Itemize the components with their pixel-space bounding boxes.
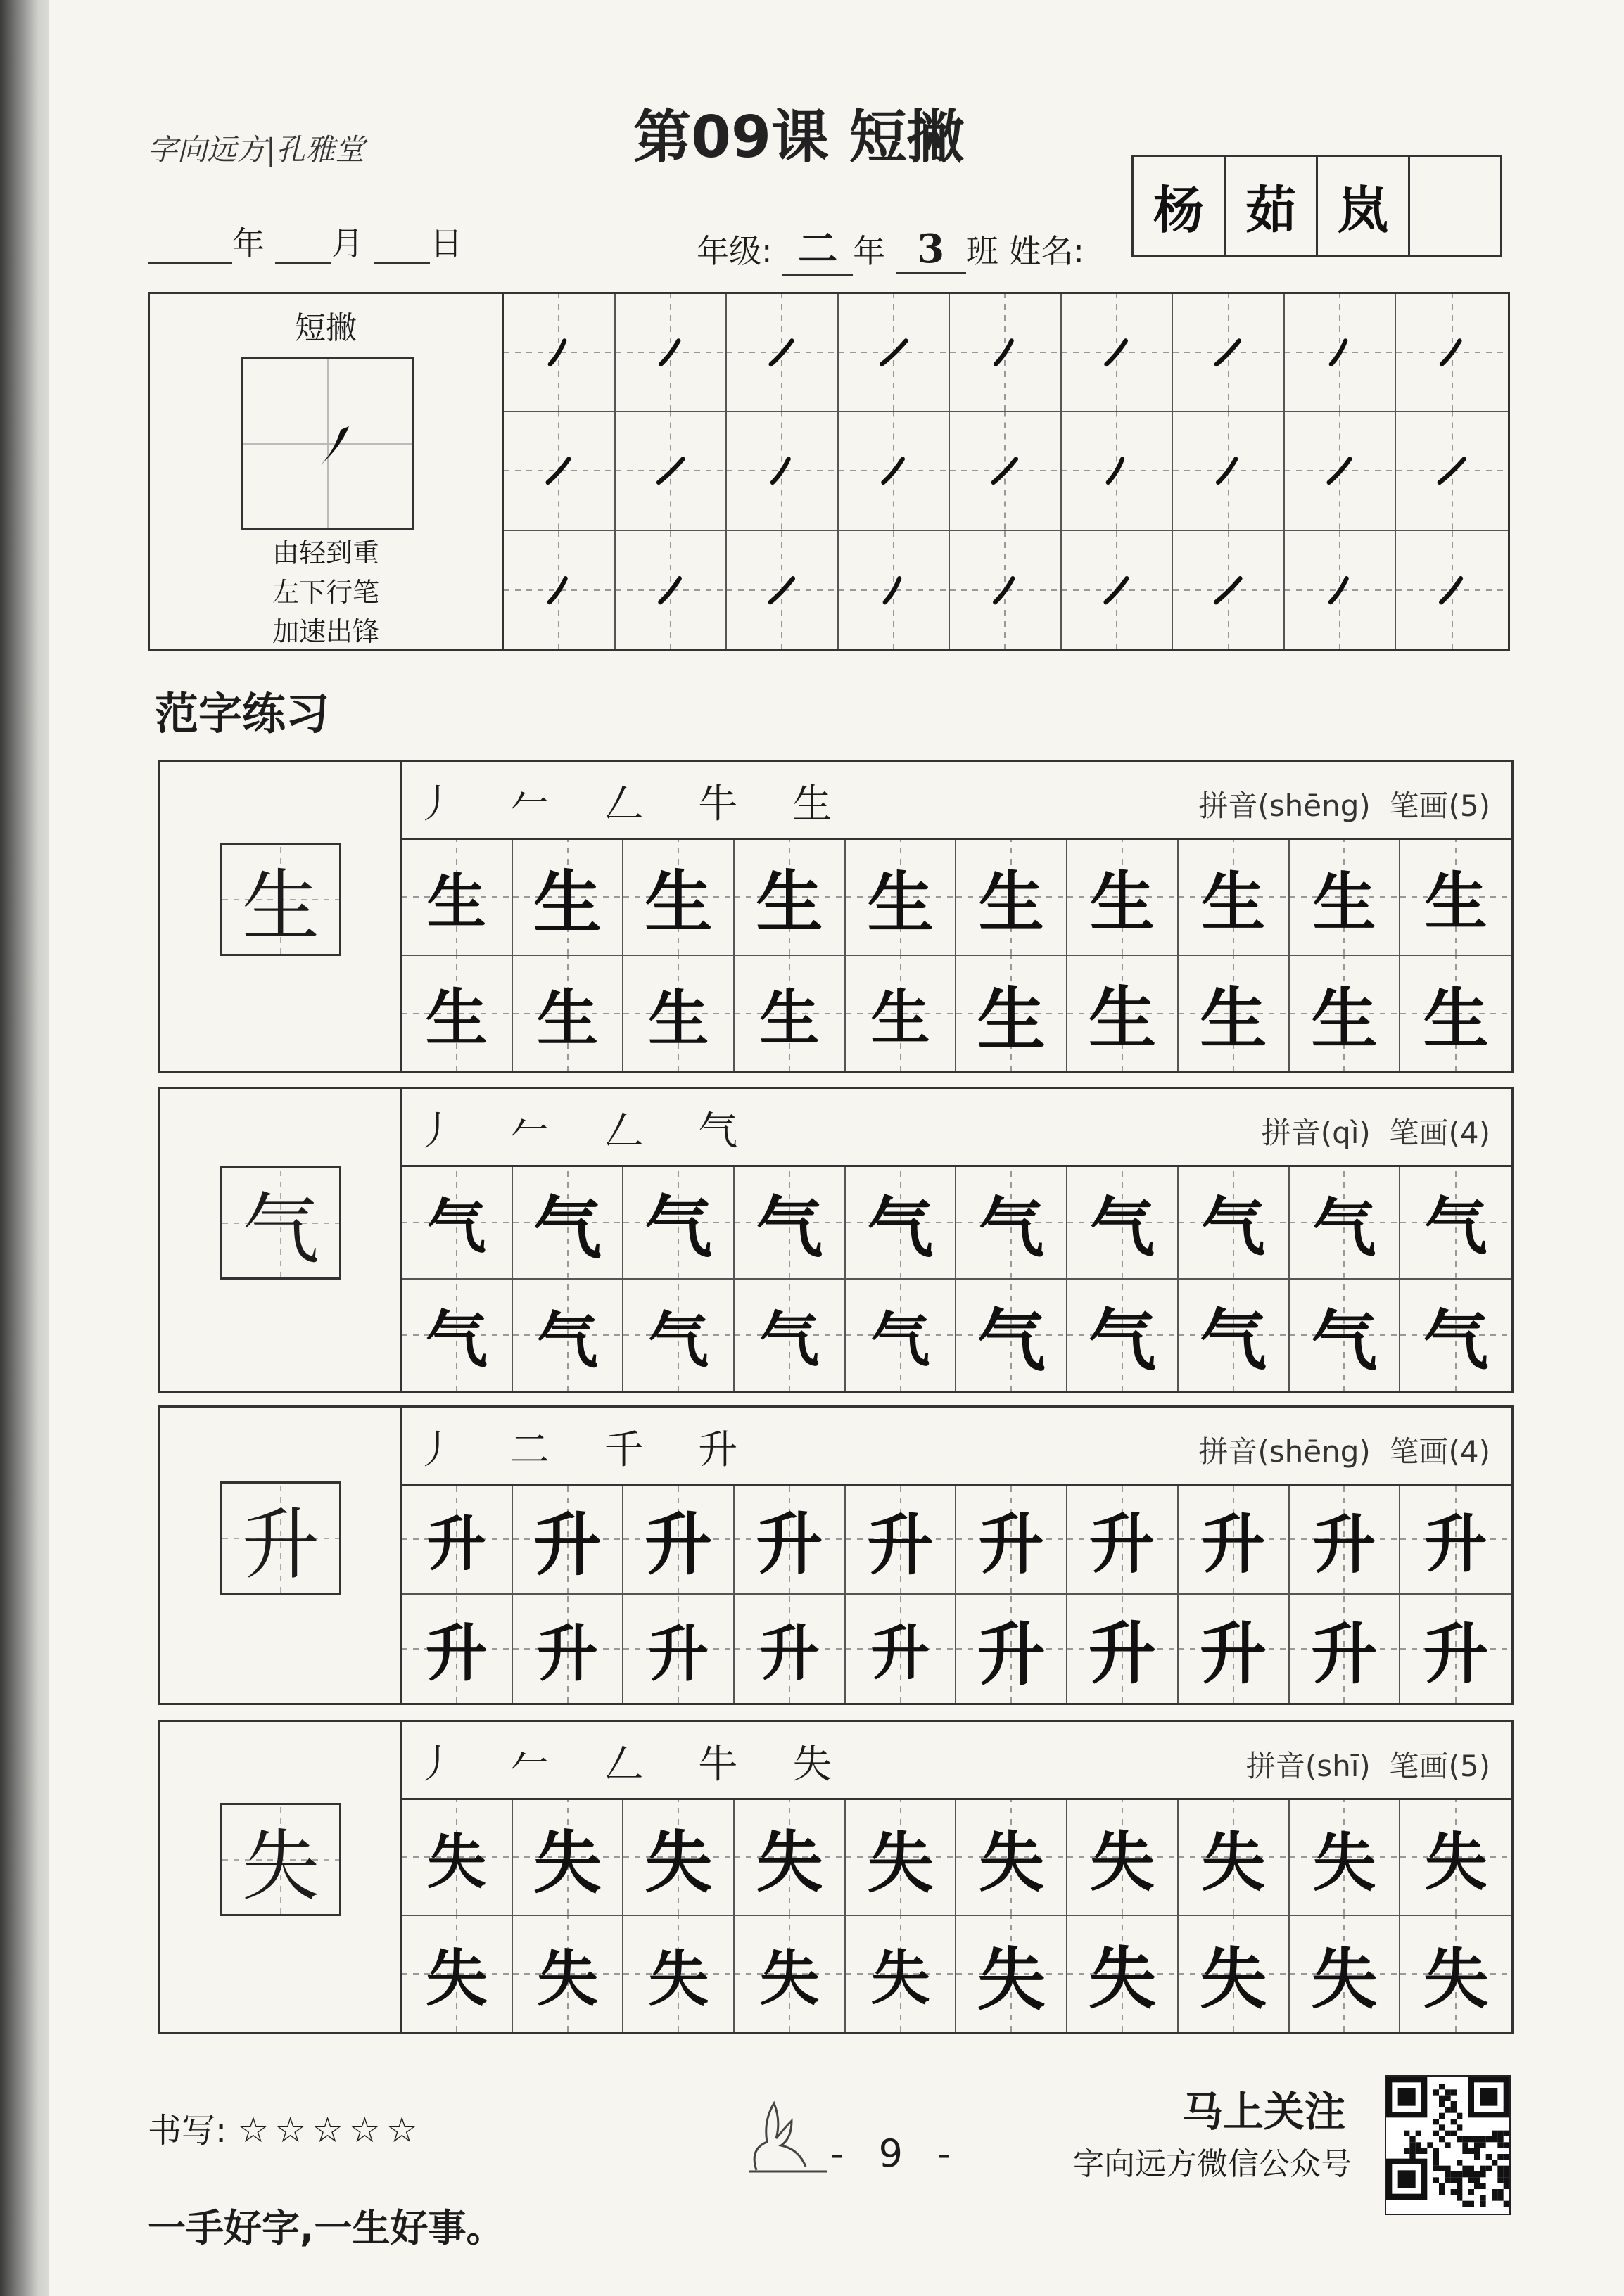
strokes-label: 笔画(4): [1389, 1116, 1490, 1150]
stroke-cell: [504, 412, 616, 530]
practice-cell: 升: [513, 1486, 624, 1595]
short-pie-stroke-icon: [950, 412, 1060, 529]
practice-cell: 失: [846, 1800, 957, 1916]
stroke-order: 丿 𠂉 𠃋 气: [416, 1109, 759, 1154]
stroke-cell: [1062, 412, 1174, 530]
practice-block: [158, 760, 1514, 1073]
practice-cell: 生: [1400, 956, 1511, 1072]
practice-cell: 升: [956, 1595, 1067, 1704]
practice-cell: 气: [846, 1280, 957, 1392]
grade-year-label: 年: [853, 232, 886, 270]
stroke-demo-panel: [150, 294, 504, 649]
practice-cell: 气: [623, 1167, 735, 1280]
slogan: 一手好字,一生好事。: [148, 2206, 505, 2250]
practice-cell: 生: [846, 956, 957, 1072]
block-header: [402, 1722, 1511, 1800]
practice-cell: 气: [1290, 1280, 1401, 1392]
stroke-cell: [950, 412, 1062, 530]
practice-cell: 升: [1179, 1486, 1290, 1595]
practice-cell: 升: [623, 1486, 735, 1595]
name-box: [1131, 155, 1502, 257]
grade-value: 二: [782, 218, 853, 276]
practice-cell: 升: [1290, 1595, 1401, 1704]
short-pie-stroke-icon: [839, 294, 949, 411]
stroke-cell: [504, 531, 616, 649]
class-value: 3: [896, 226, 966, 274]
day-label: 日: [430, 224, 463, 262]
stroke-cell: [1285, 412, 1397, 530]
practice-cell: 升: [402, 1486, 513, 1595]
practice-cell: 气: [735, 1280, 846, 1392]
follow-label: 马上关注: [1182, 2088, 1346, 2136]
stroke-grid: [504, 294, 1508, 649]
practice-cell: 生: [1400, 840, 1511, 956]
block-meta: [1198, 1429, 1490, 1471]
practice-cell: 气: [1400, 1167, 1511, 1280]
wechat-label: 字向远方微信公众号: [1073, 2146, 1352, 2182]
practice-block: [158, 1087, 1514, 1393]
short-pie-stroke-icon: [1173, 531, 1283, 649]
short-pie-stroke-icon: [504, 531, 614, 649]
practice-cell: 失: [402, 1800, 513, 1916]
name-char: [1410, 157, 1500, 255]
practice-cell: 气: [1179, 1167, 1290, 1280]
strokes-label: 笔画(5): [1389, 1749, 1490, 1783]
strokes-label: 笔画(5): [1389, 789, 1490, 823]
short-pie-stroke-icon: [504, 294, 614, 411]
short-pie-stroke-icon: [1173, 412, 1283, 529]
stroke-cell: [950, 531, 1062, 649]
practice-cell: 升: [735, 1595, 846, 1704]
practice-block: [158, 1720, 1514, 2034]
practice-cell: 升: [623, 1595, 735, 1704]
practice-cell: 生: [1290, 840, 1401, 956]
short-pie-stroke-icon: [1062, 531, 1172, 649]
pinyin-label: 拼音(shī): [1245, 1749, 1371, 1783]
class-label: 班 姓名:: [965, 232, 1084, 270]
block-meta: [1198, 783, 1490, 825]
short-pie-stroke-icon: [1285, 294, 1395, 411]
stroke-cell: [1173, 412, 1285, 530]
name-char: 茹: [1226, 157, 1318, 255]
pinyin-label: 拼音(shēng): [1198, 789, 1371, 823]
practice-cell: 升: [735, 1486, 846, 1595]
date-line: [148, 218, 462, 264]
stroke-cell: [1285, 294, 1397, 412]
practice-cell: 失: [846, 1916, 957, 2032]
model-char: 失: [220, 1803, 341, 1916]
practice-cell: 生: [1179, 956, 1290, 1072]
practice-cell: 生: [402, 956, 513, 1072]
writing-grid: [402, 840, 1511, 1071]
day-blank: [374, 224, 430, 264]
pinyin-label: 拼音(qì): [1261, 1116, 1371, 1150]
writing-score: [148, 2103, 424, 2152]
short-pie-stroke-icon: [1396, 294, 1508, 411]
practice-cell: 失: [1179, 1916, 1290, 2032]
short-pie-stroke-icon: [1062, 412, 1172, 529]
stroke-cell: [1396, 531, 1508, 649]
stroke-cell: [839, 412, 951, 530]
grade-line: [697, 218, 1084, 276]
short-pie-stroke-icon: [616, 531, 726, 649]
stroke-name: 短撇: [295, 310, 357, 346]
practice-cell: 生: [513, 956, 624, 1072]
stroke-cell: [839, 531, 951, 649]
stroke-order: 丿 二 千 升: [416, 1427, 759, 1473]
practice-cell: 失: [735, 1800, 846, 1916]
star-rating: ☆☆☆☆☆: [237, 2110, 424, 2150]
section-title: 范字练习: [155, 688, 330, 739]
stroke-cell: [1285, 531, 1397, 649]
stroke-order: 丿 𠂉 𠃋 牛 生: [416, 782, 854, 827]
practice-cell: 失: [513, 1800, 624, 1916]
practice-cell: 升: [1290, 1486, 1401, 1595]
year-blank: [148, 224, 232, 264]
practice-cell: 气: [1067, 1167, 1179, 1280]
stroke-order: 丿 𠂉 𠃋 牛 失: [416, 1742, 854, 1787]
stroke-practice-table: [148, 292, 1510, 651]
stroke-cell: [839, 294, 951, 412]
practice-cell: 失: [956, 1916, 1067, 2032]
writing-grid: [402, 1167, 1511, 1391]
stroke-demo-box: [241, 357, 414, 530]
practice-cell: 失: [1067, 1800, 1179, 1916]
short-pie-stroke-icon: [616, 412, 726, 529]
practice-cell: 失: [1400, 1800, 1511, 1916]
practice-cell: 失: [735, 1916, 846, 2032]
qr-code-icon[interactable]: [1385, 2075, 1511, 2215]
practice-cell: 气: [846, 1167, 957, 1280]
short-pie-stroke-icon: [839, 531, 949, 649]
practice-cell: 升: [1067, 1486, 1179, 1595]
practice-cell: 生: [1067, 840, 1179, 956]
practice-cell: 气: [402, 1280, 513, 1392]
stroke-cell: [616, 412, 728, 530]
stroke-tips: [150, 533, 502, 651]
model-column: [160, 762, 402, 1071]
practice-cell: 生: [513, 840, 624, 956]
short-pie-stroke-icon: [1285, 412, 1395, 529]
practice-cell: 气: [402, 1167, 513, 1280]
short-pie-stroke-icon: [243, 359, 412, 528]
block-meta: [1262, 1110, 1490, 1152]
model-char: 升: [220, 1481, 341, 1595]
month-blank: [275, 224, 331, 264]
practice-cell: 生: [956, 840, 1067, 956]
practice-cell: 失: [1290, 1916, 1401, 2032]
practice-cell: 气: [513, 1280, 624, 1392]
model-column: [160, 1408, 402, 1703]
month-label: 月: [331, 224, 364, 262]
model-char: 气: [220, 1166, 341, 1280]
practice-cell: 失: [956, 1800, 1067, 1916]
practice-cell: 升: [846, 1595, 957, 1704]
practice-cell: 生: [623, 840, 735, 956]
tip-line: 左下行笔: [272, 577, 379, 608]
practice-cell: 气: [1067, 1280, 1179, 1392]
practice-cell: 气: [956, 1280, 1067, 1392]
stroke-cell: [1062, 294, 1174, 412]
grade-label: 年级:: [697, 232, 773, 270]
model-column: [160, 1722, 402, 2032]
block-header: [402, 1089, 1511, 1167]
practice-cell: 生: [735, 956, 846, 1072]
short-pie-stroke-icon: [727, 531, 837, 649]
practice-cell: 生: [735, 840, 846, 956]
practice-cell: 气: [1179, 1280, 1290, 1392]
stroke-cell: [1173, 294, 1285, 412]
practice-cell: 失: [513, 1916, 624, 2032]
practice-cell: 失: [1179, 1800, 1290, 1916]
practice-cell: 升: [1400, 1595, 1511, 1704]
practice-cell: 生: [1290, 956, 1401, 1072]
brand-logo: 字向远方|孔雅堂: [148, 132, 365, 167]
practice-cell: 升: [846, 1486, 957, 1595]
stroke-cell: [1062, 531, 1174, 649]
practice-cell: 升: [1400, 1486, 1511, 1595]
writing-grid: [402, 1486, 1511, 1703]
short-pie-stroke-icon: [1173, 294, 1283, 411]
pinyin-label: 拼音(shēng): [1198, 1434, 1371, 1469]
stroke-cell: [727, 294, 839, 412]
short-pie-stroke-icon: [1396, 412, 1508, 529]
practice-cell: 气: [513, 1167, 624, 1280]
short-pie-stroke-icon: [950, 531, 1060, 649]
practice-cell: 失: [402, 1916, 513, 2032]
practice-cell: 升: [402, 1595, 513, 1704]
short-pie-stroke-icon: [727, 294, 837, 411]
practice-cell: 失: [623, 1916, 735, 2032]
short-pie-stroke-icon: [1285, 531, 1395, 649]
practice-cell: 气: [1400, 1280, 1511, 1392]
stroke-cell: [1173, 531, 1285, 649]
stroke-cell: [1396, 412, 1508, 530]
rabbit-icon: [742, 2100, 827, 2180]
model-char: 生: [220, 843, 341, 956]
tip-line: 加速出锋: [272, 616, 379, 647]
practice-cell: 失: [1067, 1916, 1179, 2032]
name-char: 岚: [1318, 157, 1410, 255]
practice-cell: 升: [1067, 1595, 1179, 1704]
practice-cell: 失: [1400, 1916, 1511, 2032]
year-label: 年: [232, 224, 265, 262]
strokes-label: 笔画(4): [1389, 1434, 1490, 1469]
tip-line: 由轻到重: [272, 537, 379, 568]
practice-cell: 气: [735, 1167, 846, 1280]
stroke-cell: [616, 531, 728, 649]
practice-cell: 升: [513, 1595, 624, 1704]
short-pie-stroke-icon: [504, 412, 614, 529]
page-number: - 9 -: [830, 2131, 963, 2176]
short-pie-stroke-icon: [839, 412, 949, 529]
block-header: [402, 762, 1511, 840]
score-label: 书写:: [148, 2111, 227, 2150]
practice-block: [158, 1405, 1514, 1705]
block-header: [402, 1408, 1511, 1486]
short-pie-stroke-icon: [950, 294, 1060, 411]
practice-cell: 生: [402, 840, 513, 956]
practice-cell: 生: [1179, 840, 1290, 956]
practice-cell: 生: [846, 840, 957, 956]
short-pie-stroke-icon: [727, 412, 837, 529]
practice-cell: 失: [623, 1800, 735, 1916]
stroke-cell: [616, 294, 728, 412]
model-column: [160, 1089, 402, 1391]
practice-cell: 气: [623, 1280, 735, 1392]
stroke-cell: [1396, 294, 1508, 412]
stroke-cell: [727, 531, 839, 649]
practice-cell: 升: [956, 1486, 1067, 1595]
stroke-cell: [727, 412, 839, 530]
practice-cell: 失: [1290, 1800, 1401, 1916]
practice-cell: 升: [1179, 1595, 1290, 1704]
practice-cell: 生: [956, 956, 1067, 1072]
block-meta: [1246, 1743, 1490, 1785]
name-char: 杨: [1134, 157, 1226, 255]
short-pie-stroke-icon: [1062, 294, 1172, 411]
stroke-cell: [950, 294, 1062, 412]
practice-cell: 气: [956, 1167, 1067, 1280]
writing-grid: [402, 1800, 1511, 2032]
stroke-cell: [504, 294, 616, 412]
short-pie-stroke-icon: [1396, 531, 1508, 649]
practice-cell: 生: [623, 956, 735, 1072]
short-pie-stroke-icon: [616, 294, 726, 411]
practice-cell: 生: [1067, 956, 1179, 1072]
practice-cell: 气: [1290, 1167, 1401, 1280]
page-title: 第09课 短撇: [633, 104, 965, 171]
